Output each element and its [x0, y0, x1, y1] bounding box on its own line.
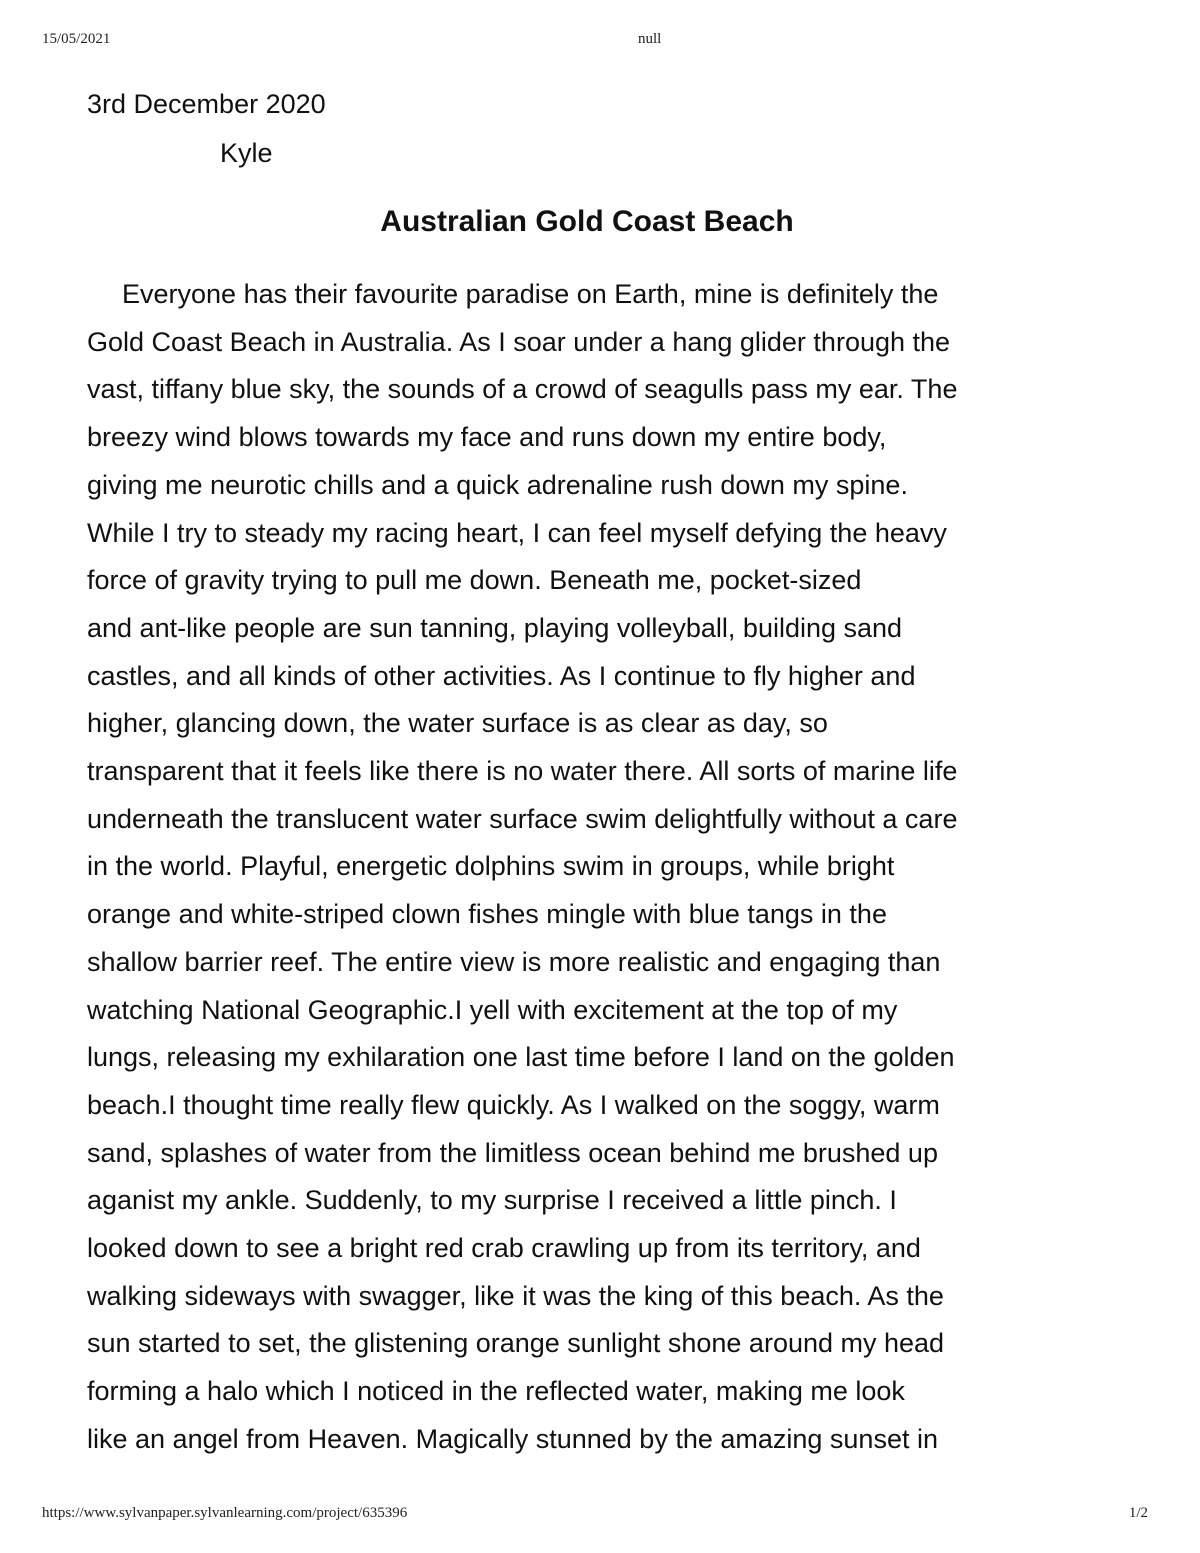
body-line: watching National Geographic.I yell with excitement at the top of my [87, 994, 898, 1025]
print-header-title: null [638, 31, 662, 47]
body-line: like an angel from Heaven. Magically stunned by the amazing sunset in [87, 1423, 938, 1454]
document-body [87, 271, 957, 1464]
body-line: and ant-like people are sun tanning, playing volleyball, building sand [87, 612, 903, 643]
print-footer-url: https://www.sylvanpaper.sylvanlearning.com/project/635396 [42, 1505, 408, 1521]
body-line: underneath the translucent water surface swim delightfully without a care [87, 803, 958, 834]
body-line: transparent that it feels like there is no water there. All sorts of marine life [87, 756, 958, 787]
body-line: While I try to steady my racing heart, I can feel myself defying the heavy [87, 517, 947, 548]
body-line: force of gravity trying to pull me down. Beneath me, pocket-sized [87, 565, 862, 596]
body-line: Everyone has their favourite paradise on Earth, mine is definitely the [122, 279, 939, 309]
document-title: Australian Gold Coast Beach [380, 205, 794, 238]
body-line: walking sideways with swagger, like it was the king of this beach. As the [87, 1280, 944, 1311]
print-footer-page-number: 1/2 [1128, 1505, 1148, 1521]
body-line: sand, splashes of water from the limitless ocean behind me brushed up [87, 1137, 938, 1168]
body-line: vast, tiffany blue sky, the sounds of a crowd of seagulls pass my ear. The [87, 374, 958, 405]
document-author: Kyle [220, 138, 273, 168]
body-line: breezy wind blows towards my face and runs down my entire body, [87, 422, 887, 453]
body-line: aganist my ankle. Suddenly, to my surprise I received a little pinch. I [87, 1185, 897, 1216]
body-line: forming a halo which I noticed in the reflected water, making me look [87, 1376, 905, 1407]
document-date: 3rd December 2020 [87, 89, 326, 119]
body-line: higher, glancing down, the water surface is as clear as day, so [87, 708, 828, 739]
body-line: shallow barrier reef. The entire view is more realistic and engaging than [87, 946, 941, 977]
body-line: sun started to set, the glistening orange sunlight shone around my head [87, 1328, 945, 1359]
body-line: orange and white-striped clown fishes mingle with blue tangs in the [87, 899, 887, 930]
body-line: in the world. Playful, energetic dolphins swim in groups, while bright [87, 851, 895, 882]
body-line: castles, and all kinds of other activities. As I continue to fly higher and [87, 660, 916, 691]
body-line: giving me neurotic chills and a quick adrenaline rush down my spine. [87, 469, 908, 500]
body-line: beach.I thought time really flew quickly. As I walked on the soggy, warm [87, 1089, 940, 1120]
body-line: Gold Coast Beach in Australia. As I soar under a hang glider through the [87, 326, 951, 357]
body-line: lungs, releasing my exhilaration one last time before I land on the golden [87, 1042, 955, 1073]
print-header-date: 15/05/2021 [42, 31, 111, 47]
body-line: looked down to see a bright red crab crawling up from its territory, and [87, 1233, 921, 1264]
